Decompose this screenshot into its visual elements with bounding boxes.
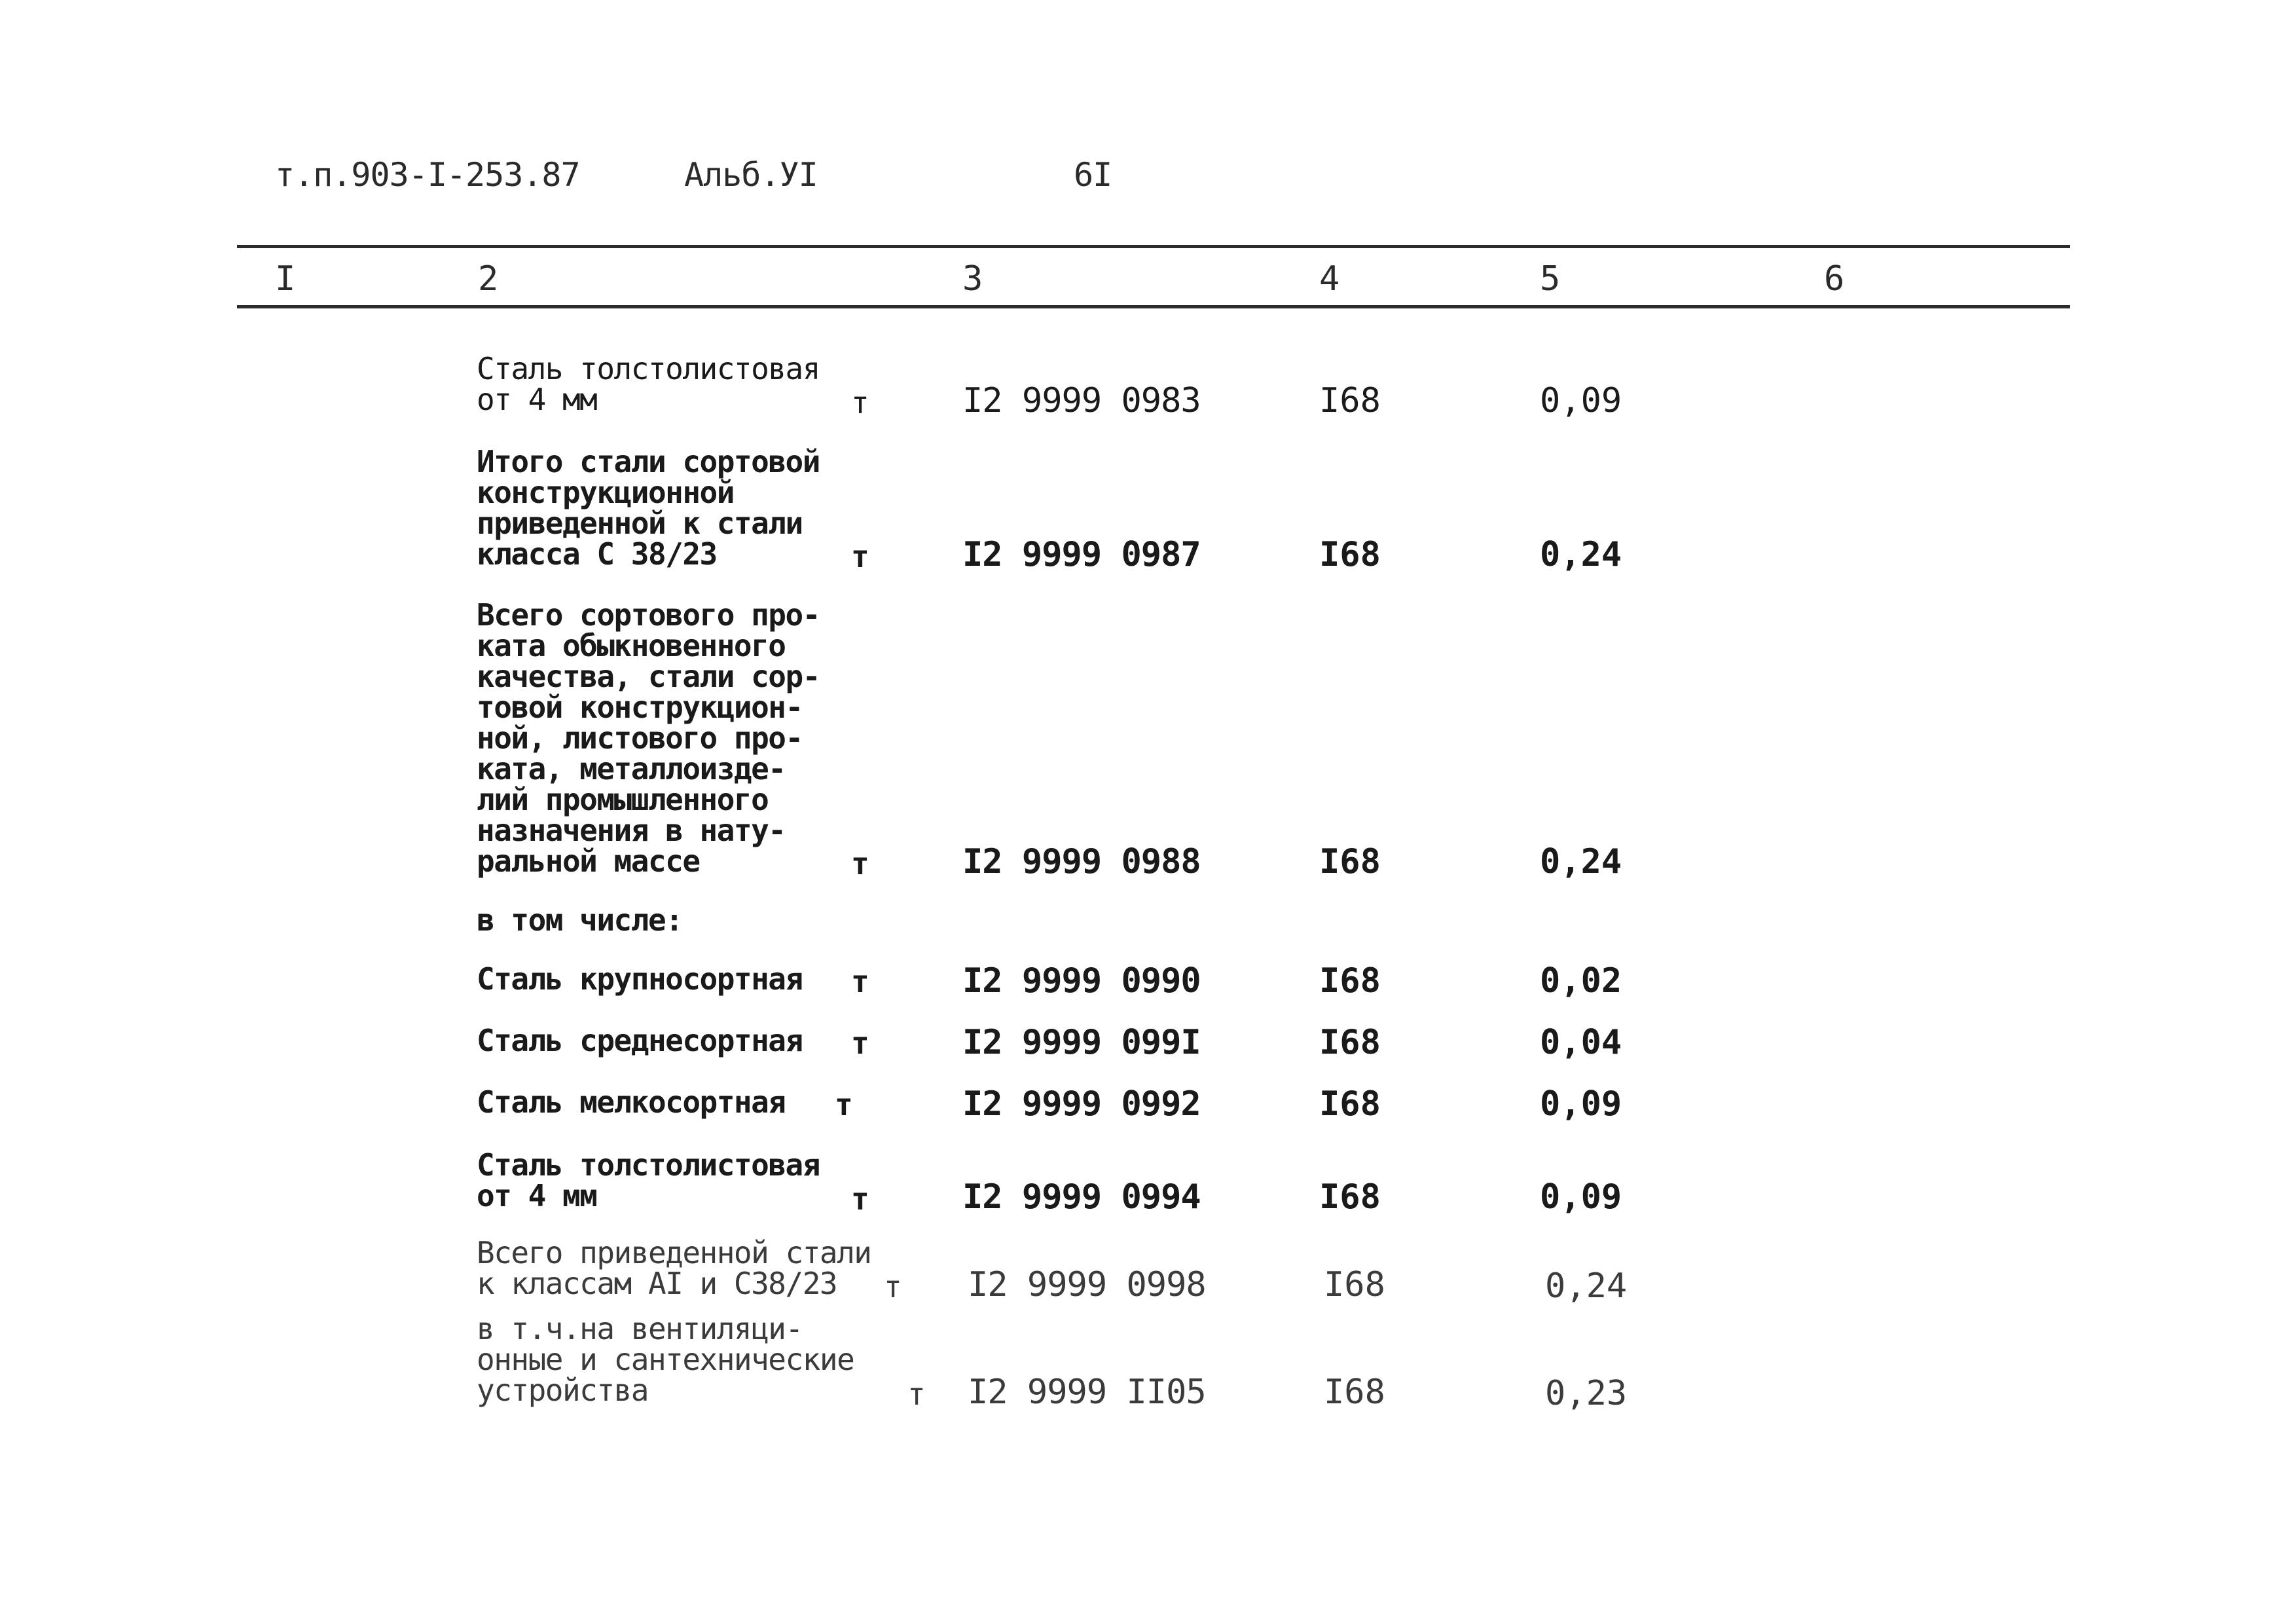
row-code: I2 9999 0983 [962,381,1201,420]
row-col4: I68 [1319,961,1381,1001]
row-col4: I68 [1319,381,1381,420]
document-code: т.п.903-I-253.87 [275,156,580,194]
column-header-5: 5 [1540,259,1561,299]
row-unit: т [835,1087,853,1122]
column-header-2: 2 [478,259,499,299]
row-name: Всего сортового про- ката обыкновенного качества, стали сор- товой конструкцион- ной, листового про- ката, металлоизде- лий промышленного назначения в нату- ральной массе [477,597,820,879]
row-unit: т [851,1181,869,1217]
row-unit: т [907,1376,926,1412]
row-unit: т [851,1025,869,1061]
column-header-4: 4 [1319,259,1340,299]
page-number: 6I [1074,156,1112,194]
row-name: в том числе: [477,902,683,938]
album-number: Альб.УI [684,156,818,194]
column-header-1: I [275,259,296,299]
row-name: Сталь среднесортная [477,1023,803,1058]
row-code: I2 9999 0998 [968,1265,1206,1304]
row-name: Итого стали сортовой конструкционной приведенной к стали класса С 38/23 [477,444,820,572]
row-name: Сталь толстолистовая от 4 мм [477,351,820,417]
row-col4: I68 [1324,1373,1385,1412]
row-code: I2 9999 0990 [962,961,1201,1001]
row-col4: I68 [1319,535,1381,574]
row-code: I2 9999 0988 [962,842,1201,881]
row-code: I2 9999 099I [962,1023,1201,1062]
row-unit: т [851,385,869,420]
column-header-6: 6 [1824,259,1845,299]
row-col5: 0,09 [1540,1084,1622,1124]
row-col4: I68 [1319,1084,1381,1124]
row-col4: I68 [1319,842,1381,881]
row-name: Сталь мелкосортная [477,1084,786,1120]
row-col4: I68 [1319,1177,1381,1217]
row-col5: 0,24 [1540,842,1622,881]
row-col4: I68 [1319,1023,1381,1062]
row-name: Сталь толстолистовая от 4 мм [477,1147,820,1213]
row-unit: т [851,539,869,574]
row-col5: 0,09 [1540,381,1622,420]
row-name: в т.ч.на вентиляци- онные и сантехнические устройства [477,1311,854,1408]
row-col5: 0,04 [1540,1023,1622,1062]
row-col5: 0,24 [1545,1266,1628,1306]
row-col5: 0,02 [1540,961,1622,1001]
row-name: Всего приведенной стали к классам АI и С38/23 [477,1235,871,1301]
row-code: I2 9999 0992 [962,1084,1201,1124]
row-col5: 0,24 [1540,535,1622,574]
row-col5: 0,23 [1545,1374,1628,1413]
row-name: Сталь крупносортная [477,961,803,997]
row-unit: т [851,964,869,999]
row-code: I2 9999 0994 [962,1177,1201,1217]
row-unit: т [884,1269,902,1304]
row-code: I2 9999 II05 [968,1373,1206,1412]
row-unit: т [851,846,869,881]
table-top-rule [237,245,2070,248]
column-header-3: 3 [962,259,983,299]
row-code: I2 9999 0987 [962,535,1201,574]
row-col5: 0,09 [1540,1177,1622,1217]
table-header-bottom-rule [237,305,2070,308]
row-col4: I68 [1324,1265,1385,1304]
